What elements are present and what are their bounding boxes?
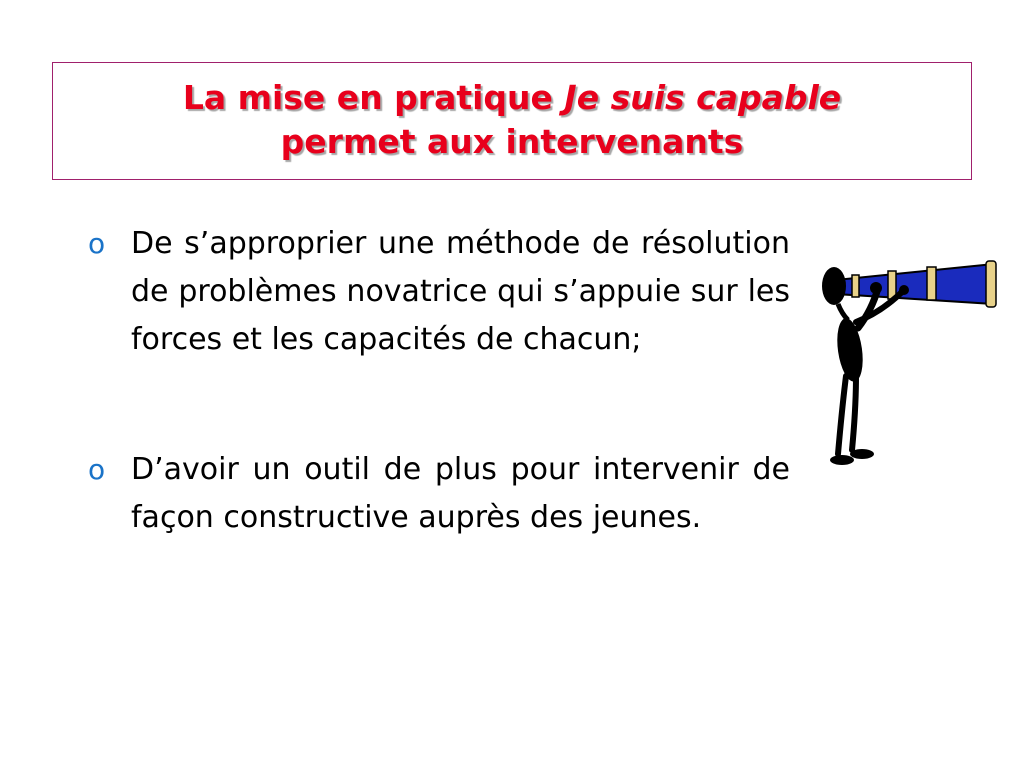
- figure-hand: [870, 282, 882, 294]
- figure-foot: [850, 449, 874, 459]
- bullet-list: [88, 220, 790, 542]
- bullet-text-2: D’avoir un outil de plus pour intervenir de façon constructive auprès des jeunes.: [131, 452, 790, 535]
- title-line-2: permet aux intervenants: [280, 122, 744, 161]
- telescope-band: [852, 275, 859, 297]
- slide-title: [52, 62, 972, 180]
- bullet-marker-icon: o: [88, 453, 106, 486]
- bullet-text-1: De s’approprier une méthode de résolution de problèmes novatrice qui s’appuie sur les forces et les capacités de chacun;: [131, 226, 790, 357]
- figure-hand: [899, 285, 909, 295]
- figure-leg: [852, 376, 856, 450]
- telescope-band: [927, 267, 936, 300]
- telescope-band: [986, 261, 996, 307]
- figure-neck: [838, 304, 848, 320]
- figure-foot: [830, 455, 854, 465]
- figure-leg: [838, 376, 846, 454]
- figure-head: [822, 267, 846, 305]
- bullet-marker-icon: o: [88, 227, 106, 260]
- telescope-figure-icon: [812, 258, 1002, 478]
- title-part-1: La mise en pratique: [182, 78, 565, 117]
- bullet-item-2: [88, 446, 790, 542]
- title-part-2-italic: Je suis capable: [564, 78, 842, 117]
- bullet-item-1: [88, 220, 790, 364]
